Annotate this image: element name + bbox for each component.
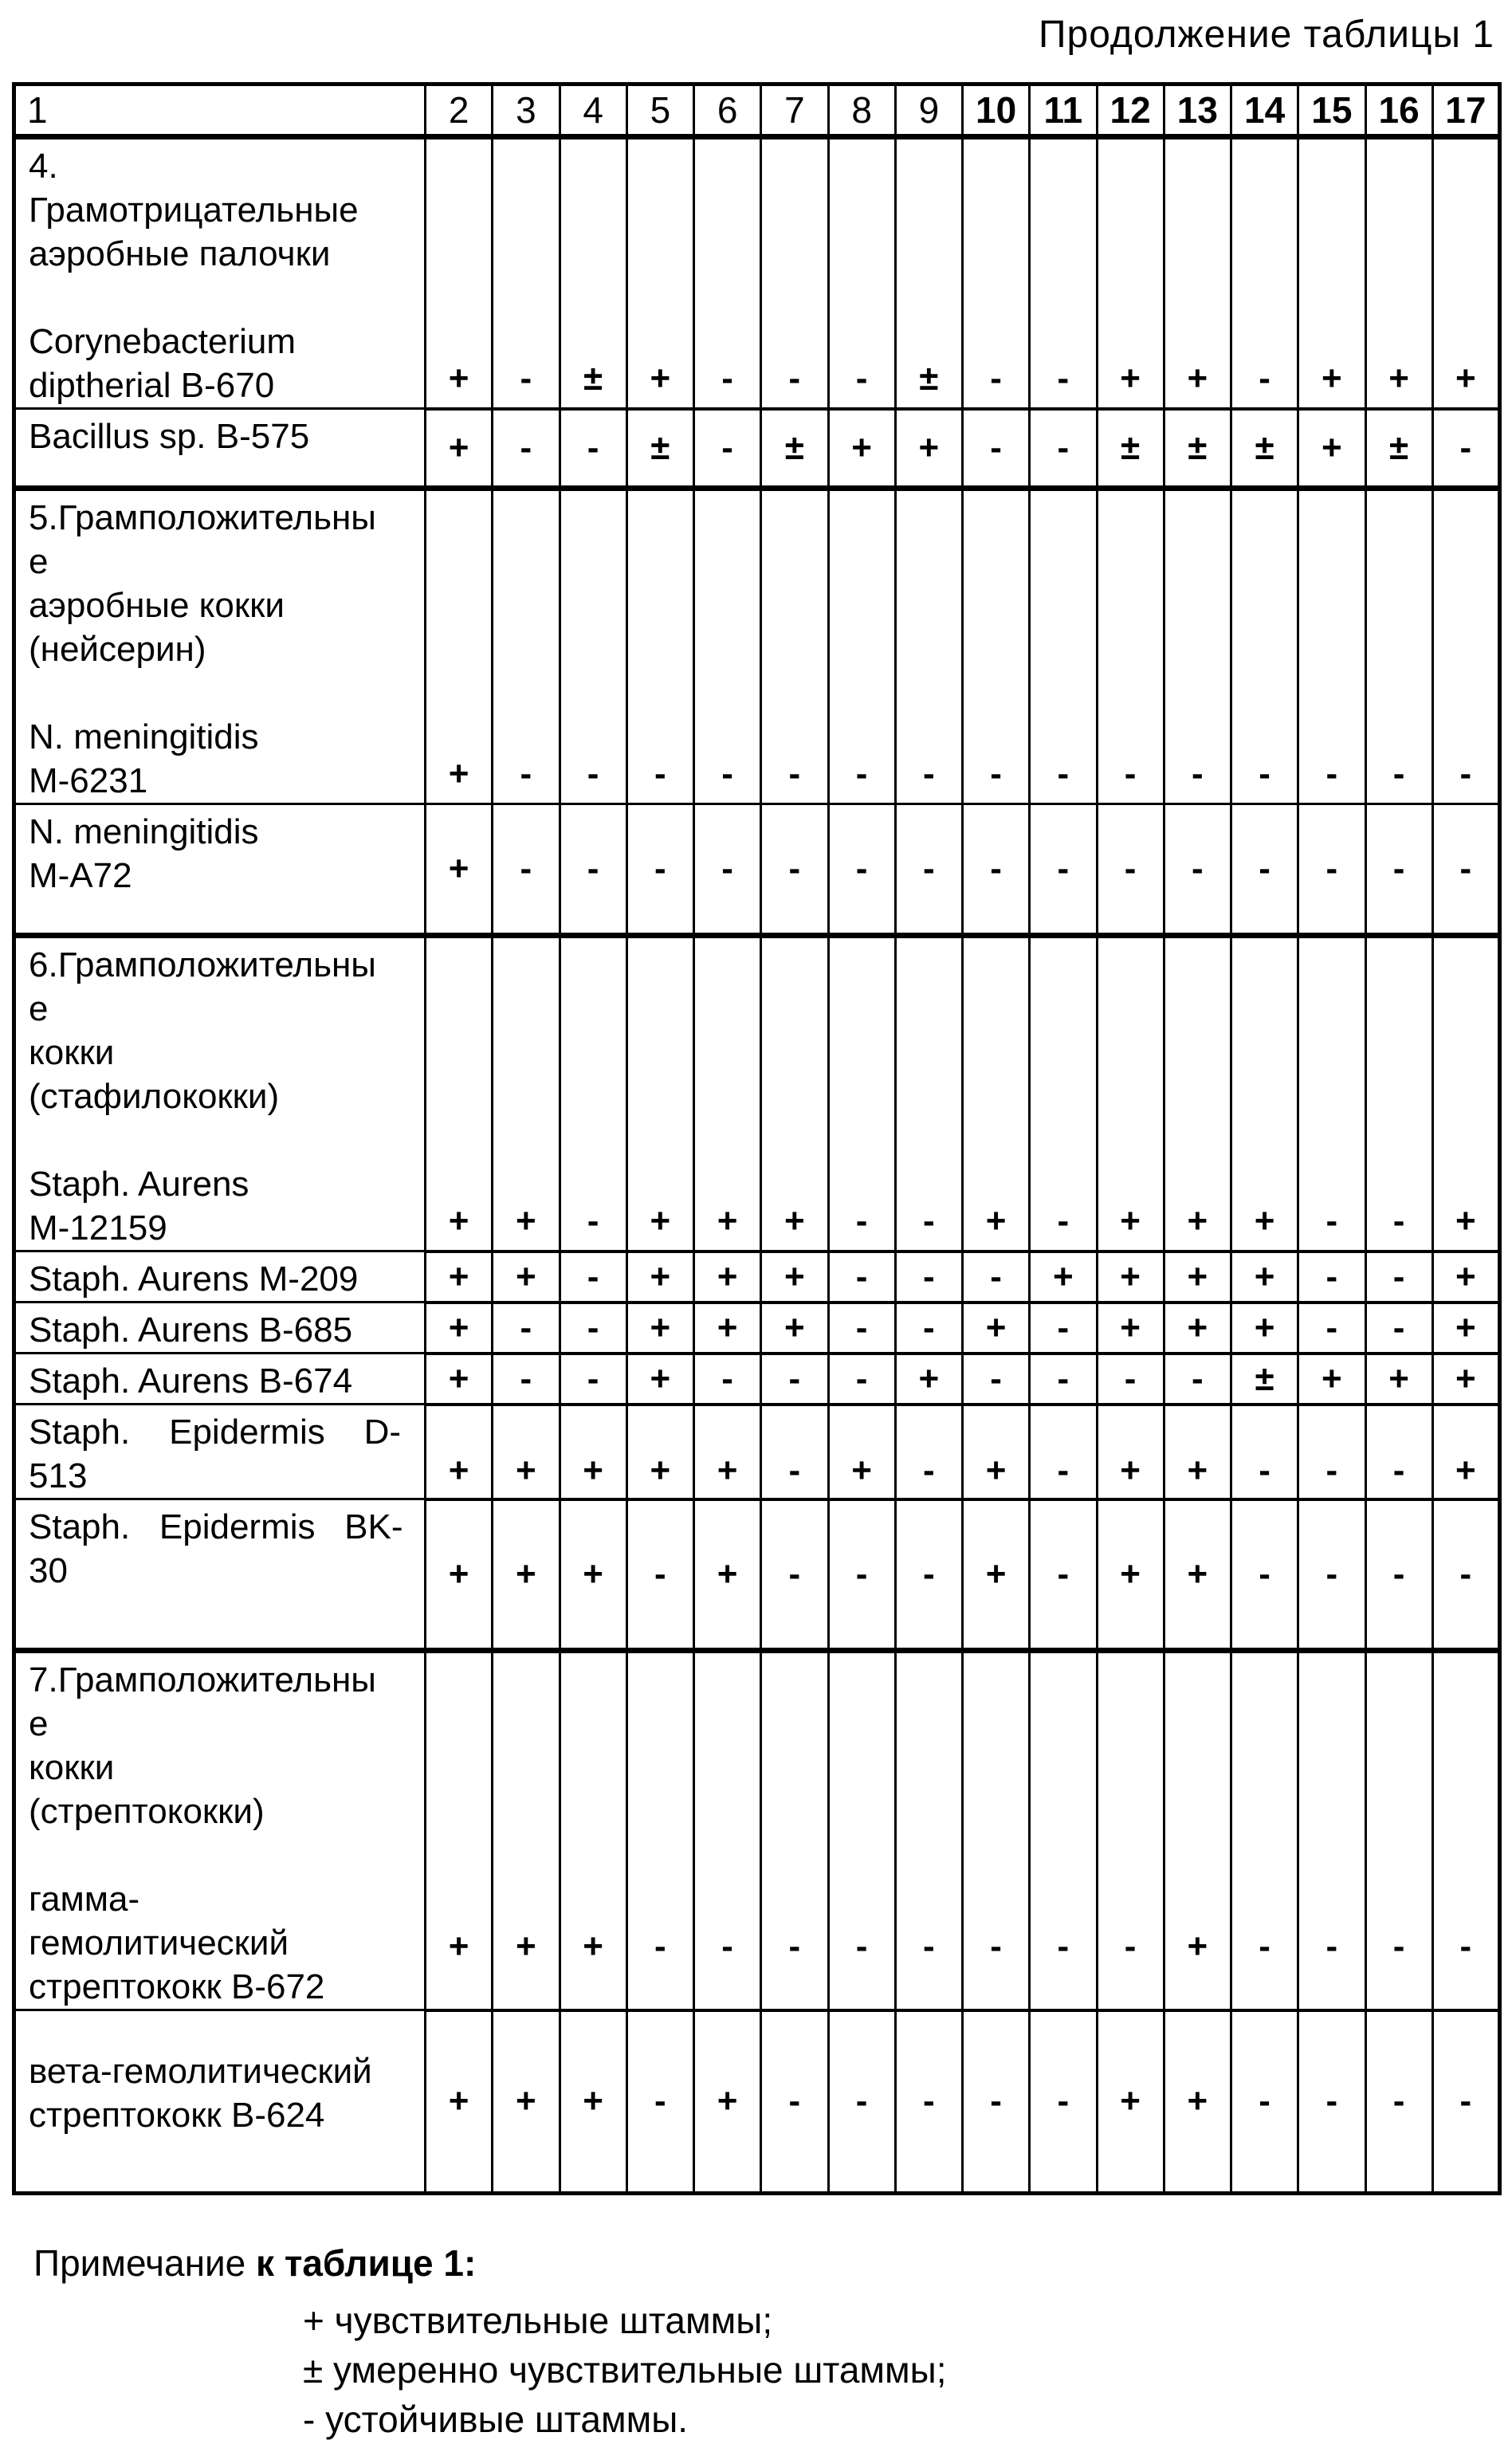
note-prefix: Примечание [33,2242,257,2284]
note-title [33,2242,1512,2285]
result-cell: + [1164,1499,1231,1651]
result-cell: + [1164,936,1231,1251]
result-cell: + [626,1405,693,1499]
result-cell: - [694,489,761,804]
page-title: Продолжение таблицы 1 [1039,14,1494,56]
result-cell: - [493,1354,560,1405]
result-cell: - [560,1251,626,1303]
result-cell: + [426,936,493,1251]
result-cell: - [694,409,761,489]
result-cell: - [828,1251,895,1303]
result-cell: + [493,936,560,1251]
column-header-5: 5 [626,84,693,137]
result-cell: - [1298,1303,1365,1354]
result-cell: - [1030,1651,1097,2010]
result-cell: - [1298,1651,1365,2010]
result-cell: + [1164,1251,1231,1303]
result-cell: + [560,1651,626,2010]
result-cell: - [626,1499,693,1651]
result-cell: - [761,804,828,936]
result-cell: - [1030,1354,1097,1405]
table-row [14,137,1500,409]
legend-item-resistant: - устойчивые штаммы. [303,2399,689,2440]
result-cell: + [1097,1405,1164,1499]
result-cell: ± [626,409,693,489]
result-cell: - [694,1354,761,1405]
column-header-1: 1 [14,84,426,137]
result-cell: + [761,1303,828,1354]
result-cell: + [694,1499,761,1651]
result-cell: + [828,409,895,489]
result-cell: + [1298,1354,1365,1405]
result-cell: - [761,1499,828,1651]
result-cell: + [626,1251,693,1303]
result-cell: + [1164,2010,1231,2194]
result-cell: - [493,409,560,489]
result-cell: + [1097,1303,1164,1354]
column-header-9: 9 [895,84,962,137]
result-cell: - [626,2010,693,2194]
result-cell: - [1231,804,1298,936]
result-cell: - [493,1303,560,1354]
table-row [14,1405,1500,1499]
result-cell: - [1030,936,1097,1251]
result-cell: - [828,2010,895,2194]
result-cell: + [694,1251,761,1303]
result-cell: + [1097,137,1164,409]
column-header-6: 6 [694,84,761,137]
result-cell: - [1030,1303,1097,1354]
result-cell: - [1432,1651,1499,2010]
column-header-17: 17 [1432,84,1499,137]
result-cell: - [1365,489,1432,804]
result-cell: - [560,936,626,1251]
result-cell: - [626,489,693,804]
legend-item-sensitive: + чувствительные штаммы; [303,2300,773,2341]
organism-label: Bacillus sp. B-575 [14,409,426,489]
note-bold: к таблице 1: [256,2242,477,2284]
result-cell: - [895,1499,962,1651]
result-cell: - [1231,1499,1298,1651]
result-cell: + [963,1405,1030,1499]
result-cell: + [426,2010,493,2194]
result-cell: - [1298,804,1365,936]
result-cell: + [1432,1354,1499,1405]
result-cell: + [694,1303,761,1354]
result-cell: - [963,489,1030,804]
result-cell: - [1365,2010,1432,2194]
result-cell: + [828,1405,895,1499]
result-cell: - [1097,1651,1164,2010]
result-cell: ± [1231,1354,1298,1405]
result-cell: - [694,1651,761,2010]
result-cell: + [426,1251,493,1303]
result-cell: - [1231,137,1298,409]
column-header-12: 12 [1097,84,1164,137]
result-cell: + [426,489,493,804]
result-cell: + [1231,936,1298,1251]
column-header-3: 3 [493,84,560,137]
result-cell: + [1432,1405,1499,1499]
result-cell: + [694,2010,761,2194]
result-cell: ± [1164,409,1231,489]
column-header-8: 8 [828,84,895,137]
organism-label: 6.Грамположительны е кокки (стафилококки) Staph. Aurens М-12159 [14,936,426,1251]
table-row [14,409,1500,489]
table-row [14,936,1500,1251]
result-cell: - [560,489,626,804]
result-cell: - [1231,489,1298,804]
result-cell: + [1097,2010,1164,2194]
result-cell: - [1365,804,1432,936]
result-cell: - [1432,804,1499,936]
result-cell: - [1030,137,1097,409]
result-cell: - [761,137,828,409]
result-cell: + [626,1354,693,1405]
result-cell: - [1365,1405,1432,1499]
result-cell: - [895,936,962,1251]
note-legend [303,2296,1512,2444]
result-cell: - [560,1303,626,1354]
result-cell: + [1432,1251,1499,1303]
result-cell: - [493,489,560,804]
result-cell: + [1365,1354,1432,1405]
result-cell: - [1030,2010,1097,2194]
result-cell: + [426,1405,493,1499]
result-cell: + [560,2010,626,2194]
result-cell: - [1298,1251,1365,1303]
result-cell: ± [895,137,962,409]
result-cell: + [493,1405,560,1499]
result-cell: + [895,1354,962,1405]
result-cell: - [1365,1251,1432,1303]
result-cell: + [895,409,962,489]
result-cell: - [1365,1303,1432,1354]
result-cell: + [963,936,1030,1251]
result-cell: - [1030,1405,1097,1499]
result-cell: - [560,409,626,489]
column-header-2: 2 [426,84,493,137]
organism-label: Staph. Aurens B-685 [14,1303,426,1354]
result-cell: ± [1365,409,1432,489]
result-cell: - [1365,1499,1432,1651]
result-cell: - [1365,1651,1432,2010]
result-cell: - [626,804,693,936]
organism-label: вета-гемолитический стрептококк B-624 [14,2010,426,2194]
result-cell: - [694,137,761,409]
result-cell: - [1030,409,1097,489]
result-cell: + [426,1651,493,2010]
result-cell: + [1231,1303,1298,1354]
organism-label: 4. Грамотрицательные аэробные палочки Corynebacterium diptherial B-670 [14,137,426,409]
column-header-4: 4 [560,84,626,137]
result-cell: + [1164,1405,1231,1499]
result-cell: - [761,1651,828,2010]
result-cell: - [828,936,895,1251]
result-cell: + [1298,137,1365,409]
result-cell: + [694,936,761,1251]
result-cell: + [426,804,493,936]
result-cell: - [1231,1651,1298,2010]
result-cell: - [963,1251,1030,1303]
result-cell: + [1432,1303,1499,1354]
result-cell: + [426,1499,493,1651]
table-row [14,489,1500,804]
column-header-13: 13 [1164,84,1231,137]
table-row [14,1354,1500,1405]
result-cell: + [1030,1251,1097,1303]
organism-label: Staph. Epidermis D- 513 [14,1405,426,1499]
result-cell: - [895,1303,962,1354]
result-cell: - [828,137,895,409]
result-cell: - [1164,1354,1231,1405]
result-cell: + [963,1499,1030,1651]
result-cell: + [626,1303,693,1354]
result-cell: + [1097,1251,1164,1303]
result-cell: - [895,1405,962,1499]
result-cell: - [963,804,1030,936]
result-cell: - [1365,936,1432,1251]
result-cell: + [626,137,693,409]
result-cell: ± [1097,409,1164,489]
result-cell: + [493,1651,560,2010]
result-cell: + [426,409,493,489]
result-cell: + [694,1405,761,1499]
result-cell: + [493,2010,560,2194]
result-cell: + [1164,1303,1231,1354]
result-cell: - [828,1651,895,2010]
result-cell: + [426,137,493,409]
result-cell: - [1432,1499,1499,1651]
table-row [14,1303,1500,1354]
result-cell: - [963,137,1030,409]
column-header-14: 14 [1231,84,1298,137]
result-cell: + [426,1354,493,1405]
legend-item-moderately-sensitive: ± умеренно чувствительные штаммы; [303,2349,947,2391]
result-cell: + [963,1303,1030,1354]
result-cell: - [761,2010,828,2194]
result-cell: - [1432,489,1499,804]
result-cell: - [1231,2010,1298,2194]
result-cell: - [1231,1405,1298,1499]
result-cell: - [493,804,560,936]
result-cell: + [1432,137,1499,409]
result-cell: + [1432,936,1499,1251]
result-cell: - [963,1354,1030,1405]
result-cell: - [828,1354,895,1405]
result-cell: - [1298,489,1365,804]
result-cell: - [761,1405,828,1499]
result-cell: - [560,1354,626,1405]
result-cell: - [828,1303,895,1354]
table-header-row [14,84,1500,137]
result-cell: - [1097,804,1164,936]
result-cell: + [1298,409,1365,489]
result-cell: - [1298,1405,1365,1499]
column-header-11: 11 [1030,84,1097,137]
organism-label: Staph. Aurens М-209 [14,1251,426,1303]
result-cell: + [761,936,828,1251]
result-cell: - [828,804,895,936]
table-row [14,2010,1500,2194]
result-cell: - [1164,804,1231,936]
result-cell: + [493,1251,560,1303]
result-cell: ± [761,409,828,489]
result-cell: - [1097,1354,1164,1405]
table-note [33,2242,1512,2444]
result-cell: - [828,1499,895,1651]
result-cell: - [1030,804,1097,936]
result-cell: - [493,137,560,409]
result-cell: - [1432,409,1499,489]
result-cell: - [963,1651,1030,2010]
result-cell: - [1298,1499,1365,1651]
result-cell: - [694,804,761,936]
result-cell: - [895,804,962,936]
result-cell: + [1231,1251,1298,1303]
result-cell: - [560,804,626,936]
result-cell: + [560,1499,626,1651]
result-cell: + [560,1405,626,1499]
column-header-16: 16 [1365,84,1432,137]
result-cell: - [828,489,895,804]
column-header-10: 10 [963,84,1030,137]
result-cell: + [1097,936,1164,1251]
result-cell: + [1164,1651,1231,2010]
table-row [14,804,1500,936]
result-cell: - [963,409,1030,489]
organism-label: N. meningitidis М-А72 [14,804,426,936]
result-cell: - [1164,489,1231,804]
result-cell: - [1097,489,1164,804]
result-cell: - [963,2010,1030,2194]
column-header-7: 7 [761,84,828,137]
result-cell: + [626,936,693,1251]
organism-label: Staph. Aurens B-674 [14,1354,426,1405]
result-cell: - [895,489,962,804]
result-cell: - [761,489,828,804]
result-cell: + [1365,137,1432,409]
result-cell: + [761,1251,828,1303]
sensitivity-table [12,82,1502,2195]
organism-label: 7.Грамположительны е кокки (стрептококки) гамма- гемолитический стрептококк B-672 [14,1651,426,2010]
table-row [14,1251,1500,1303]
result-cell: - [1432,2010,1499,2194]
column-header-15: 15 [1298,84,1365,137]
result-cell: + [426,1303,493,1354]
result-cell: - [626,1651,693,2010]
result-cell: + [493,1499,560,1651]
result-cell: - [895,1251,962,1303]
result-cell: + [1097,1499,1164,1651]
result-cell: - [1298,2010,1365,2194]
table-row [14,1499,1500,1651]
organism-label: Staph. Epidermis BK- 30 [14,1499,426,1651]
result-cell: ± [560,137,626,409]
result-cell: + [1164,137,1231,409]
result-cell: ± [1231,409,1298,489]
result-cell: - [1298,936,1365,1251]
result-cell: - [1030,489,1097,804]
result-cell: - [761,1354,828,1405]
result-cell: - [895,1651,962,2010]
result-cell: - [1030,1499,1097,1651]
organism-label: 5.Грамположительны е аэробные кокки (нейсерин) N. meningitidis М-6231 [14,489,426,804]
result-cell: - [895,2010,962,2194]
table-row [14,1651,1500,2010]
